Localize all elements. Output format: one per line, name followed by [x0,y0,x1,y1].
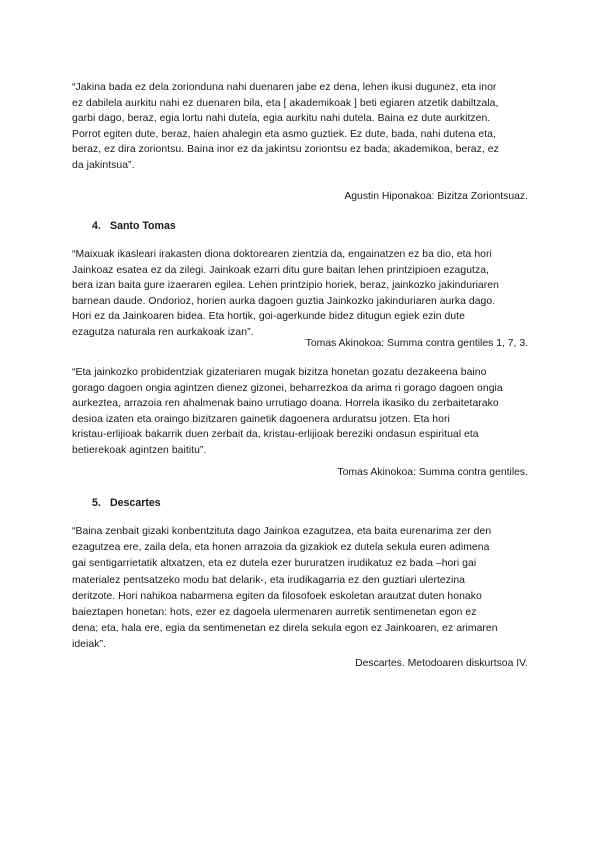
quote-line: ideiak”. [72,639,106,651]
heading-santo-tomas [92,219,176,233]
quote-line: ez dabilela aurkitu nahi ez duenaren bila, eta [ akademikoak ] beti egiaren atzetik dabiltzala, [72,97,499,109]
quote-line: materialez pentsatzeko modu bat delarik-, eta irudikagarria ez den guztiari ulertezina [72,574,465,586]
attribution-santo-tomas-1: Tomas Akinokoa: Summa contra gentiles 1, 7, 3. [305,338,528,349]
quote-line: betierekoak agintzen baititu”. [72,444,207,456]
quote-line: barnean daude. Ondorioz, horien aurka dagoen guztia Jainkozko jakinduriaren aurka dago. [72,295,496,307]
quote-line: dena; eta, hala ere, egia da sentimenetan ez direla sekula egon ez Jainkoaren, ez arimaren [72,623,498,635]
quote-descartes [72,524,532,654]
heading-title: Santo Tomas [110,220,176,232]
quote-santo-tomas-2 [72,365,532,459]
attribution-santo-tomas-2: Tomas Akinokoa: Summa contra gentiles. [337,467,528,478]
quote-line: beraz, ez dira zoriontsu. Baina inor ez da jakintsu zoriontsu ez bada; akademikoa, beraz, ez [72,144,499,156]
quote-line: “Baina zenbait gizaki konbentzituta dago Jainkoa ezagutzea, eta baita eurenarima zer den [72,526,492,537]
attribution-agustin: Agustin Hiponakoa: Bizitza Zoriontsuaz. [344,191,528,202]
quote-line: aurkeztea, arrazoia ren ahalmenak baino urrutiago doana. Horrela ikasiko du zerbaitetarako [72,398,499,410]
quote-line: ezagutzea ere, zaila dela, eta honen arrazoia da gizakiok ez dutela sekula euren adimena [72,542,490,554]
heading-number: 5. [92,497,101,509]
quote-line: “Maixuak ikasleari irakasten diona doktorearen zientzia da, engainatzen ez ba dio, eta hori [72,249,492,260]
quote-santo-tomas-1 [72,247,532,341]
quote-line: Porrot egiten dute, beraz, haien ahalegin eta asmo guztiek. Ez dute, bada, nahi dutena eta, [72,128,496,140]
quote-line: gai sentigarrietatik altxatzen, eta ez dutela ezer bururatzen irudikatuz ez bada –hori gai [72,558,477,570]
quote-line: kristau-erlijioak bakarrik duen zerbait da, kristau-erlijioak bereziki ondasun espiritual eta [72,429,479,441]
quote-line: bera izan baita gure izaeraren egilea. Lehen printzipio horiek, beraz, jainkozko jakinduriaren [72,280,499,292]
quote-line: garbi dago, beraz, egia lortu nahi dutela, egia aurkitu nahi dutela. Baina ez dute aurkitzen. [72,113,491,125]
quote-line: desioa izaten eta oraingo bizitzaren gainetik dagoenera arduratsu jotzen. Eta hori [72,413,450,425]
quote-line: “Eta jainkozko probidentziak gizateriaren mugak bizitza honetan gozatu dezakeena baino [72,367,487,378]
heading-title: Descartes [110,497,161,509]
quote-line: Hori ez da Jainkoaren bidea. Eta hortik, goi-agerkunde bidez ditugun egiek ezin dute [72,311,465,323]
quote-line: ezagutza naturala ren aurkakoak izan”. [72,326,254,338]
quote-line: “Jakina bada ez dela zorionduna nahi duenaren jabe ez dena, lehen ikusi dugunez, eta inor [72,82,497,93]
heading-number: 4. [92,220,101,232]
quote-line: deritzote. Hori nahikoa nabarmena egiten da filosofoek eskoletan arautzat duten honako [72,590,482,602]
quote-line: gorago dagoen ongia agintzen dienez gizonei, beharrezkoa da arima ri gorago dagoen ongia [72,382,503,394]
heading-descartes [92,496,161,510]
quote-line: Jainkoaz esatea ez da zilegi. Jainkoak ezarri ditu gure baitan lehen printzipioen ezagutza, [72,264,489,276]
quote-line: da jakintsua”. [72,159,135,171]
attribution-descartes: Descartes. Metodoaren diskurtsoa IV. [355,658,528,669]
quote-agustin [72,80,532,174]
quote-line: baieztapen honetan: hots, ezer ez dagoela ulermenaren aurretik sentimenetan egon ez [72,607,477,619]
